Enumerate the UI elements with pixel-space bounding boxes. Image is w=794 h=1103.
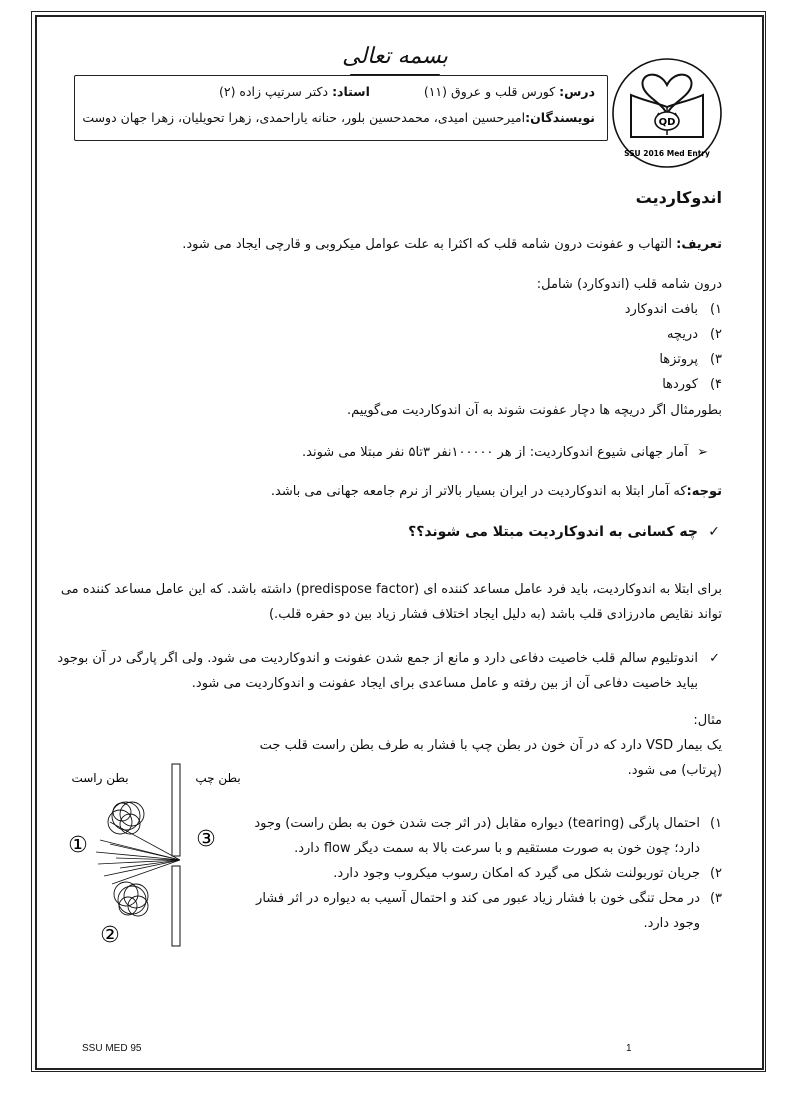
- turbulence-swirl-upper: [108, 802, 144, 834]
- vsd-line-1: یک بیمار VSD دارد که در آن خون در بطن چپ با فشار به طرف بطن راست قلب جت: [259, 738, 722, 753]
- teacher-label: استاد:: [332, 84, 370, 99]
- question-heading: [408, 520, 720, 545]
- example-sentence: بطورمثال اگر دریچه ها دچار عفونت شوند به آن اندوکاردیت می‌گوییم.: [347, 403, 722, 418]
- list-item: ۲)جریان توربولنت شکل می گیرد که امکان رسوب میکروب وجود دارد.: [333, 866, 722, 881]
- endothelium-line-1: اندوتلیوم سالم قلب خاصیت دفاعی دارد و مانع از جمع شدن عفونت و اندوکاردیت می شود. ولی اگر پارگی در آن بوجود: [57, 651, 698, 666]
- definition-label: تعریف:: [676, 237, 722, 252]
- authors-value: امیرحسین امیدی، محمدحسین بلور، حنانه یاراحمدی، زهرا تحویلیان، زهرا جهان دوست: [82, 110, 526, 125]
- marker-3: ③: [196, 827, 216, 852]
- basmala-text: بسمه تعالی: [342, 44, 448, 69]
- logo-emblem-icon: [609, 55, 725, 171]
- list-item: ۲)دریچه: [666, 327, 722, 342]
- note-paragraph: [271, 479, 722, 504]
- course-value: کورس قلب و عروق (۱۱): [423, 84, 556, 99]
- basmala: [300, 44, 490, 69]
- endothelium-paragraph: [50, 646, 720, 696]
- authors-line: [82, 110, 595, 125]
- list-item: ۱)احتمال پارگی (tearing) دیواره مقابل (در اثر جت شدن خون به بطن راست) وجود: [254, 816, 722, 831]
- page-number: 1: [626, 1043, 632, 1054]
- endocard-intro: درون شامه قلب (اندوکارد) شامل:: [536, 277, 722, 292]
- university-logo: [609, 55, 725, 171]
- vsd-diagram: [60, 760, 260, 960]
- marker-2: ②: [100, 923, 120, 948]
- right-ventricle-label: بطن راست: [71, 771, 129, 785]
- predispose-paragraph: [52, 577, 722, 627]
- consequence-list: ۱)احتمال پارگی (tearing) دیواره مقابل (در اثر جت شدن خون به بطن راست) وجود دارد؛ چون خون به صورت مستقیم و با سرعت بالا به سمت دیگر flow دارد. ۲)جریان توربولنت شکل می گیرد که امکان رسوب میکروب وجود دارد. ۳)در محل تنگی خون با فشار زیاد عبور می کند و احتمال آسیب به دیواره در اثر فشار وجود دارد.: [252, 811, 722, 936]
- logo-caption: SSU 2016 Med Entry: [624, 149, 710, 158]
- footer-label: SSU MED 95: [82, 1043, 142, 1054]
- endothelium-line-2: بیاید خاصیت دفاعی آن از بین رفته و عامل مساعدی برای ایجاد عفونت و اندوکاردیت می شود.: [191, 676, 698, 691]
- arrow-bullet-icon: ➢: [697, 445, 708, 460]
- predispose-line-1: برای ابتلا به اندوکاردیت، باید فرد عامل مساعد کننده ای (predispose factor) داشته باشد. که این عامل مساعد کننده می: [60, 582, 722, 597]
- course-label: درس:: [559, 84, 595, 99]
- checkmark-icon: ✓: [709, 651, 720, 666]
- example-label: مثال:: [693, 713, 722, 728]
- teacher-value: دکتر سرتیپ زاده (۲): [218, 84, 329, 99]
- list-item: ۴)کوردها: [662, 377, 722, 392]
- note-label: توجه:: [686, 484, 722, 499]
- jet-flow-lines: [96, 822, 180, 884]
- logo-letters: QD: [658, 117, 676, 128]
- question-text: چه کسانی به اندوکاردیت مبتلا می شوند؟؟: [408, 524, 698, 540]
- list-item: ۱)بافت اندوکارد: [624, 302, 722, 317]
- turbulence-swirl-lower: [114, 882, 148, 916]
- marker-1: ①: [68, 833, 88, 858]
- list-item: ۳)پروتزها: [659, 352, 722, 367]
- septum-lower: [172, 866, 180, 946]
- definition-text: التهاب و عفونت درون شامه قلب که اکثرا به علت عوامل میکروبی و قارچی ایجاد می شود.: [182, 237, 672, 252]
- predispose-line-2: تواند نقایص مادرزادی قلب باشد (به دلیل ایجاد اختلاف فشار زیاد بین دو حفره قلب.): [268, 607, 722, 622]
- list-item: ۳)در محل تنگی خون با فشار زیاد عبور می کند و احتمال آسیب به دیواره در اثر فشار: [256, 891, 722, 906]
- authors-label: نویسندگان:: [525, 110, 595, 125]
- course-header-box: [74, 75, 608, 141]
- note-text: که آمار ابتلا به اندوکاردیت در ایران بسیار بالاتر از نرم جامعه جهانی می باشد.: [270, 484, 687, 499]
- page-title: اندوکاردیت: [635, 188, 722, 207]
- stat-bullet: [302, 440, 708, 465]
- course-line: [219, 84, 595, 99]
- checkmark-icon: ✓: [708, 524, 720, 540]
- left-ventricle-label: بطن چپ: [195, 771, 241, 785]
- vsd-line-2: (پرتاب) می شود.: [627, 763, 722, 778]
- stat-text: آمار جهانی شیوع اندوکاردیت: از هر ۱۰۰۰۰۰نفر ۳تا۵ نفر مبتلا می شوند.: [302, 445, 688, 460]
- definition-paragraph: [62, 232, 722, 257]
- vsd-paragraph: [260, 733, 722, 783]
- septum-upper: [172, 764, 180, 856]
- endocard-list: [625, 297, 722, 397]
